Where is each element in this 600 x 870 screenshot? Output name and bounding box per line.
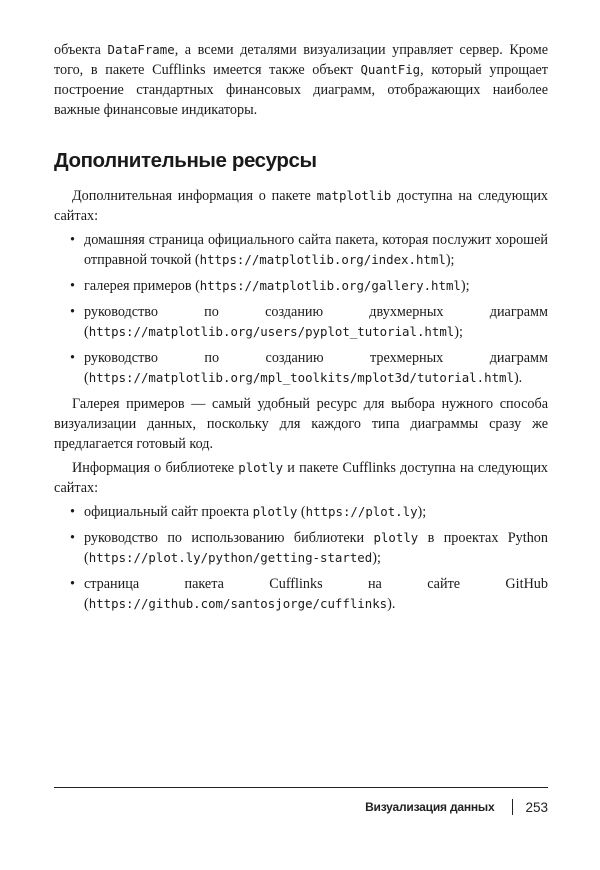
- page-number: 253: [525, 799, 548, 815]
- page-content: [54, 40, 548, 620]
- bullet-icon: •: [70, 304, 75, 320]
- link-pyplot-tutorial[interactable]: https://matplotlib.org/users/pyplot_tutorial.html: [88, 324, 455, 339]
- plotly-lead: Информация о библиотеке plotly и пакете Cufflinks доступна на следующих сайтах:: [54, 460, 549, 496]
- list-item: • галерея примеров (https://matplotlib.org/gallery.html);: [70, 278, 470, 294]
- link-matplotlib-index[interactable]: https://matplotlib.org/index.html: [199, 252, 446, 267]
- list-item: • страница пакета Cufflinks на сайте GitHub (https://github.com/santosjorge/cufflinks).: [70, 576, 548, 612]
- list-item: • руководство по созданию трехмерных диаграмм (https://matplotlib.org/mpl_toolkits/mplot3d/tutorial.html).: [70, 350, 548, 386]
- footer-separator: [512, 799, 513, 815]
- section-heading: Дополнительные ресурсы: [54, 149, 317, 172]
- footer-section-title: Визуализация данных: [365, 800, 495, 814]
- link-cufflinks-github[interactable]: https://github.com/santosjorge/cufflinks: [88, 596, 388, 611]
- code-plotly: plotly: [252, 504, 298, 519]
- intro-paragraph: объекта DataFrame, а всеми деталями визуализации управляет сервер. Кроме того, в пакете Cufflinks имеется также объект QuantFig, который упрощает построение стандартных финансовых диаграмм, отображающих наиболее важные финансовые индикаторы.: [54, 42, 549, 118]
- plotly-links-list: [54, 502, 548, 614]
- link-plotly-getting-started[interactable]: https://plot.ly/python/getting-started: [88, 550, 373, 565]
- bullet-icon: •: [70, 232, 75, 248]
- matplotlib-links-list: [54, 230, 548, 388]
- bullet-icon: •: [70, 576, 75, 592]
- code-plotly: plotly: [373, 530, 419, 545]
- gallery-note: Галерея примеров — самый удобный ресурс для выбора нужного способа визуализации данных, поскольку для каждого типа диаграммы сразу же предлагается готовый код.: [54, 396, 548, 452]
- bullet-icon: •: [70, 530, 75, 546]
- list-item: • домашняя страница официального сайта пакета, которая послужит хорошей отправной точкой (https://matplotlib.org/index.html);: [70, 232, 548, 268]
- link-mplot3d-tutorial[interactable]: https://matplotlib.org/mpl_toolkits/mplot3d/tutorial.html: [88, 370, 514, 385]
- code-quantfig: QuantFig: [360, 62, 421, 77]
- list-item: • руководство по использованию библиотеки plotly в проектах Python (https://plot.ly/python/getting-started);: [70, 530, 548, 566]
- footer-divider: [54, 787, 548, 788]
- bullet-icon: •: [70, 504, 75, 520]
- code-dataframe: DataFrame: [107, 42, 175, 57]
- matplotlib-lead: Дополнительная информация о пакете matplotlib доступна на следующих сайтах:: [54, 188, 549, 224]
- link-matplotlib-gallery[interactable]: https://matplotlib.org/gallery.html: [199, 278, 461, 293]
- page-footer: [365, 797, 548, 817]
- code-matplotlib: matplotlib: [316, 188, 392, 203]
- bullet-icon: •: [70, 350, 75, 366]
- bullet-icon: •: [70, 278, 75, 294]
- list-item: • официальный сайт проекта plotly (https://plot.ly);: [70, 504, 427, 520]
- link-plotly-site[interactable]: https://plot.ly: [305, 504, 418, 519]
- list-item: • руководство по созданию двухмерных диаграмм (https://matplotlib.org/users/pyplot_tutorial.html);: [70, 304, 548, 340]
- code-plotly: plotly: [238, 460, 284, 475]
